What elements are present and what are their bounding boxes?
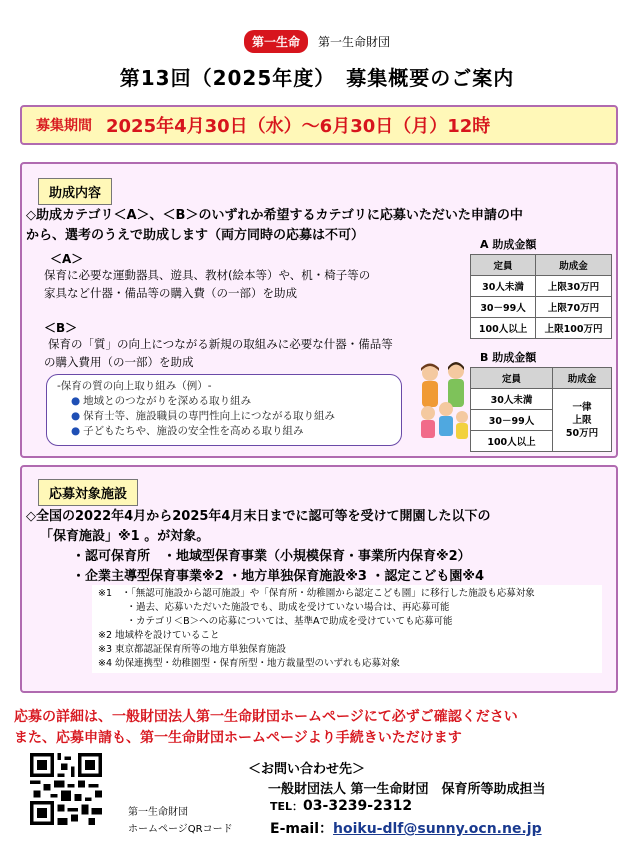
category-a-text-1: 保育に必要な運動器具、遊具、教材(絵本等）や、机・椅子等の bbox=[44, 268, 371, 282]
category-b-heading: ＜B＞ bbox=[44, 321, 78, 335]
footnote-line: ※3 東京都認証保育所等の地方単独保育施設 bbox=[98, 644, 287, 655]
examples-box bbox=[46, 374, 402, 446]
tel-label: TEL： bbox=[270, 800, 304, 813]
qr-caption-2: ホームページQRコード bbox=[128, 824, 233, 835]
footnote-line: ・カテゴリ＜B＞への応募については、基準Aで助成を受けていても応募可能 bbox=[98, 616, 453, 627]
contact-organization: 一般財団法人 第一生命財団 保育所等助成担当 bbox=[268, 782, 546, 797]
merged-line-3: 50万円 bbox=[565, 427, 599, 439]
contact-email bbox=[270, 818, 542, 838]
facility-types-2: ・企業主導型保育事業※2 ・地方単独保育施設※3 ・認定こども園※4 bbox=[72, 569, 485, 584]
category-b-text-1: 保育の「質」の向上につながる新規の取組みに必要な什器・備品等 bbox=[48, 337, 393, 351]
contact-heading: ＜お問い合わせ先＞ bbox=[248, 762, 366, 777]
qr-caption-1: 第一生命財団 bbox=[128, 807, 188, 818]
email-link[interactable]: hoiku-dlf@sunny.ocn.ne.jp bbox=[333, 821, 542, 837]
lead-line-2: から、選考のうえで助成します（両方同時の応募は不可） bbox=[26, 228, 365, 243]
eligibility-lead-1: ◇全国の2022年4月から2025年4月末日までに認可等を受けて開園した以下の bbox=[26, 509, 491, 524]
section-title-eligible: 応募対象施設 bbox=[38, 479, 138, 506]
examples-heading: -保育の質の向上取り組み（例）- bbox=[57, 380, 212, 392]
table-cell: 30－99人 bbox=[471, 410, 553, 431]
lead-line-1: ◇助成カテゴリ＜A＞、＜B＞のいずれか希望するカテゴリに応募いただいた申請の中 bbox=[26, 208, 523, 223]
example-item: ● 子どもたちや、施設の安全性を高める取り組み bbox=[71, 424, 391, 439]
facility-types-1: ・認可保育所 ・地域型保育事業（小規模保育・事業所内保育※2） bbox=[72, 549, 471, 564]
email-label: E-mail： bbox=[270, 821, 334, 837]
contact-tel bbox=[270, 798, 412, 814]
table-cell: 30人未満 bbox=[471, 389, 553, 410]
section-title-grant: 助成内容 bbox=[38, 178, 112, 205]
table-cell: 100人以上 bbox=[471, 431, 553, 452]
category-b-text-2: の購入費用（の一部）を助成 bbox=[44, 355, 194, 369]
table-header: 定員 bbox=[471, 368, 553, 389]
footnote-line: ※2 地域枠を設けていること bbox=[98, 630, 220, 641]
foundation-name: 第一生命財団 bbox=[318, 35, 391, 49]
table-cell: 上限70万円 bbox=[536, 297, 612, 318]
footnotes bbox=[92, 585, 602, 673]
table-b-caption: B 助成金額 bbox=[480, 351, 537, 364]
logo-row bbox=[0, 30, 634, 53]
table-a bbox=[470, 254, 612, 339]
table-cell: 30人未満 bbox=[471, 276, 536, 297]
eligible-facilities-section bbox=[20, 465, 618, 693]
family-illustration bbox=[410, 359, 476, 449]
period-value: 2025年4月30日（水）～6月30日（月）12時 bbox=[106, 116, 491, 137]
footnote-line: ※4 幼保連携型・幼稚園型・保育所型・地方裁量型のいずれも応募対象 bbox=[98, 658, 401, 669]
footnote-line: ※1 ・「無認可施設から認可施設」や「保育所・幼稚園から認定こども園」に移行した施設も応募対象 bbox=[98, 588, 535, 599]
qr-code-icon[interactable] bbox=[30, 753, 102, 825]
period-label: 募集期間 bbox=[36, 118, 92, 134]
table-header: 助成金 bbox=[553, 368, 612, 389]
table-header: 助成金 bbox=[536, 255, 612, 276]
table-merged-cell bbox=[553, 389, 612, 452]
tel-number: 03-3239-2312 bbox=[303, 798, 413, 814]
category-a-heading: ＜A＞ bbox=[50, 252, 84, 266]
logo-badge: 第一生命 bbox=[244, 30, 308, 53]
table-cell: 100人以上 bbox=[471, 318, 536, 339]
table-cell: 上限100万円 bbox=[536, 318, 612, 339]
notice-line-2: また、応募申請も、第一生命財団ホームページより手続きいただけます bbox=[14, 730, 462, 746]
notice-line-1: 応募の詳細は、一般財団法人第一生命財団ホームページにて必ずご確認ください bbox=[14, 709, 518, 725]
table-b bbox=[470, 367, 612, 452]
table-a-caption: A 助成金額 bbox=[480, 238, 537, 251]
category-a-text-2: 家具など什器・備品等の購入費（の一部）を助成 bbox=[44, 286, 297, 300]
table-cell: 上限30万円 bbox=[536, 276, 612, 297]
eligibility-lead-2: 「保育施設」※1 。が対象。 bbox=[40, 529, 210, 544]
table-cell: 30－99人 bbox=[471, 297, 536, 318]
example-item: ● 地域とのつながりを深める取り組み bbox=[71, 394, 391, 409]
example-item: ● 保育士等、施設職員の専門性向上につながる取り組み bbox=[71, 409, 391, 424]
footnote-line: ・過去、応募いただいた施設でも、助成を受けていない場合は、再応募可能 bbox=[98, 602, 450, 613]
table-header: 定員 bbox=[471, 255, 536, 276]
page-title: 第13回（2025年度） 募集概要のご案内 bbox=[119, 66, 515, 90]
application-period-box bbox=[20, 105, 618, 145]
merged-line-1: 一律 bbox=[572, 401, 592, 413]
merged-line-2: 上限 bbox=[572, 414, 592, 426]
grant-content-section bbox=[20, 162, 618, 458]
